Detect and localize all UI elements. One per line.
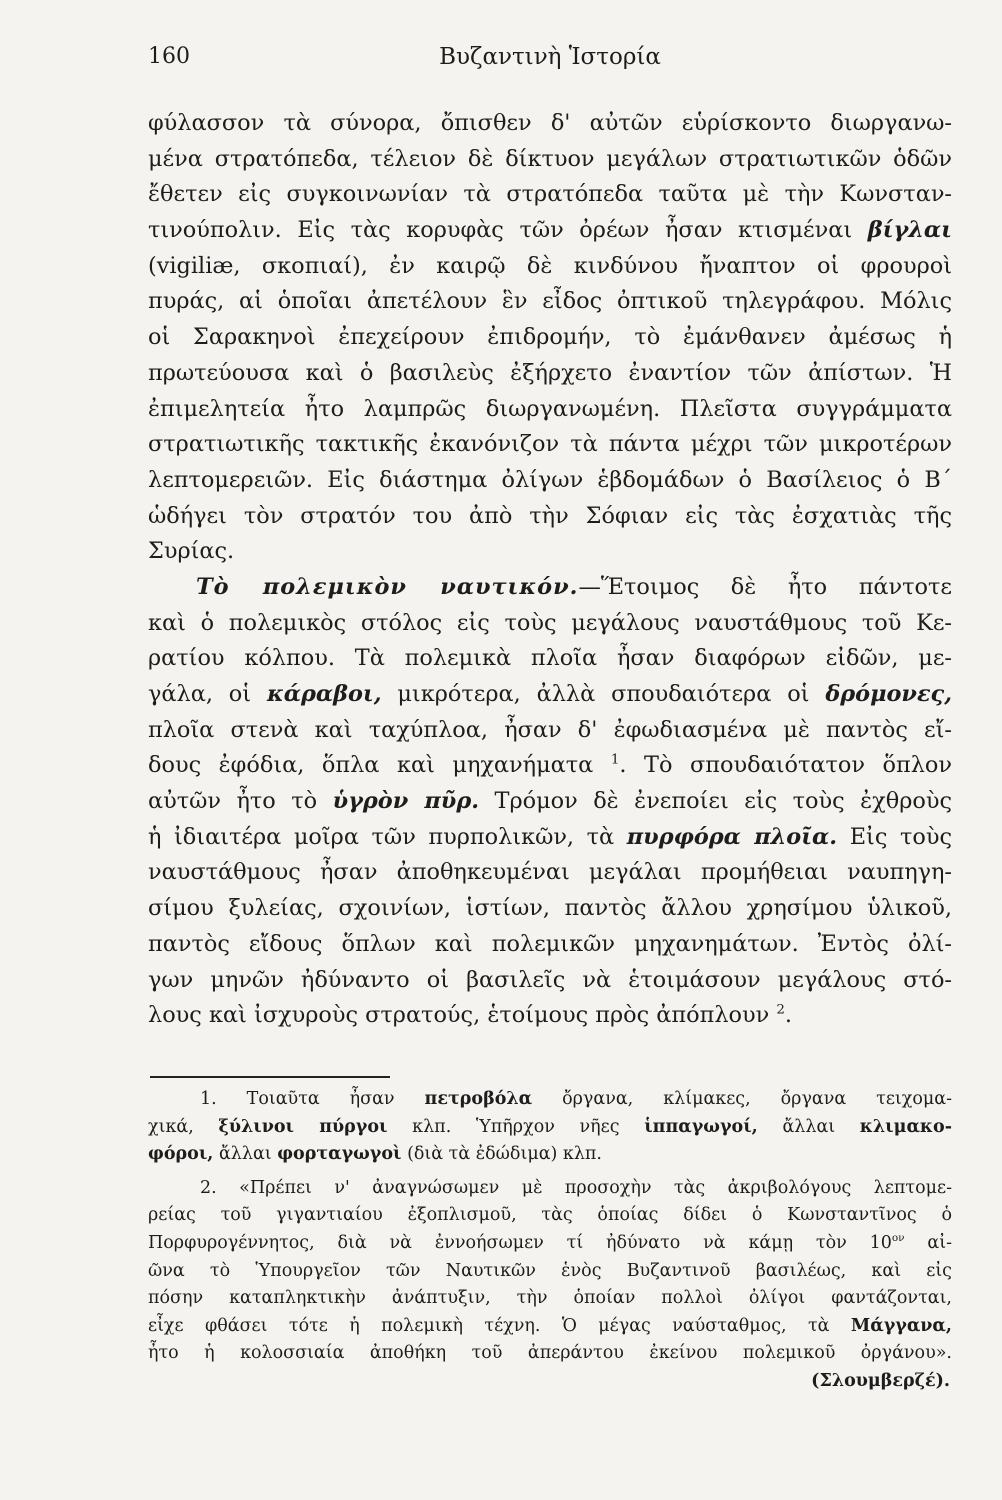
text-line: πυράς, αἱ ὁποῖαι ἀπετέλουν ἓν εἶδος ὀπτικοῦ τηλεγράφου. Μόλις <box>148 288 952 315</box>
footnote-separator <box>150 1076 390 1078</box>
page-number: 160 <box>148 44 190 69</box>
text-line: στρατιωτικῆς τακτικῆς ἐκανόνιζον τὰ πάντα μέχρι τῶν μικροτέρων <box>148 431 952 458</box>
text-run: ἄλλαι <box>757 1116 860 1137</box>
text-line: παντὸς εἴδους ὅπλων καὶ πολεμικῶν μηχανημάτων. Ἐντὸς ὀλί- <box>148 930 952 957</box>
text-run: αὐτῶν ἦτο τὸ <box>148 788 333 815</box>
bold-term: φορταγωγοὶ <box>277 1144 402 1165</box>
text-run: γάλα, οἱ <box>148 681 267 707</box>
text-line <box>148 213 952 249</box>
text-line: ναυστάθμους ἦσαν ἀποθηκευμέναι μεγάλαι προμήθειαι ναυπηγη- <box>148 859 952 886</box>
text-line: καὶ ὁ πολεμικὸς στόλος εἰς τοὺς μεγάλους ναυστάθμους τοῦ Κε- <box>148 609 952 636</box>
text-run: Εἰς τοὺς <box>837 823 952 850</box>
text-run: μικρότερα, ἀλλὰ σπουδαιότερα οἱ <box>381 681 826 707</box>
bold-term: Μάγγανα, <box>850 1315 952 1336</box>
text-run: . <box>784 1002 793 1029</box>
text-line: ὡδήγει τὸν στρατόν του ἀπὸ τὴν Σόφιαν εἰς τὰς ἐσχατιὰς τῆς <box>148 502 952 529</box>
text-line: πλοῖα στενὰ καὶ ταχύπλοα, ἦσαν δ' ἐφωδιασμένα μὲ παντὸς εἴ- <box>148 716 952 743</box>
text-run: τινούπολιν. Εἰς τὰς κορυφὰς τῶν ὀρέων ἦσαν κτισμέναι <box>148 217 868 244</box>
main-text <box>148 106 952 1034</box>
emphasis-term: ὑγρὸν πῦρ. <box>332 788 480 815</box>
section-heading: Τὸ πολεμικὸν ναυτικόν. <box>196 573 579 600</box>
text-line <box>148 820 952 856</box>
text-line <box>148 748 952 784</box>
footnote-line: 2. «Πρέπει ν' ἀναγνώσωμεν μὲ προσοχὴν τὰς ἀκριβολόγους λεπτομε- <box>200 1177 952 1198</box>
text-line <box>148 784 952 820</box>
emphasis-term: κάραβοι, <box>266 681 382 707</box>
footnote-line <box>148 1230 952 1258</box>
text-run: . Τὸ σπουδαιότατον ὅπλον <box>619 752 952 779</box>
footnote-marker: 1 <box>610 752 620 768</box>
text-line <box>148 677 952 713</box>
footnote-line <box>148 1086 952 1114</box>
footnote-line: πόσην καταπληκτικὴν ἀνάπτυξιν, τὴν ὁποίαν πολλοὶ ὀλίγοι φαντάζονται, <box>148 1288 952 1309</box>
text-line: μένα στρατόπεδα, τέλειον δὲ δίκτυον μεγάλων στρατιωτικῶν ὁδῶν <box>148 145 952 172</box>
text-line: ἔθετεν εἰς συγκοινωνίαν τὰ στρατόπεδα ταῦτα μὲ τὴν Κωνσταν- <box>148 181 952 208</box>
text-line: οἱ Σαρακηνοὶ ἐπεχείρουν ἐπιδρομήν, τὸ ἐμάνθανεν ἀμέσως ἡ <box>148 324 952 351</box>
footnotes <box>148 1086 952 1396</box>
running-title: Βυζαντινὴ Ἱστορία <box>439 44 661 70</box>
text-run: λους καὶ ἰσχυροὺς στρατούς, ἑτοίμους πρὸς ἀπόπλουν <box>148 1002 777 1029</box>
text-run: Πορφυρογέννητος, διὰ νὰ ἐννοήσωμεν τί ἠδύνατο νὰ κάμῃ τὸν 10 <box>148 1232 892 1253</box>
text-line: σίμου ξυλείας, σχοινίων, ἱστίων, παντὸς ἄλλου χρησίμου ὑλικοῦ, <box>148 895 952 922</box>
footnote-line: ἦτο ἡ κολοσσιαία ἀποθήκη τοῦ ἀπεράντου ἐκείνου πολεμικοῦ ὀργάνου». <box>148 1343 952 1364</box>
bold-term: φόροι, <box>148 1144 214 1165</box>
text-run: χικά, <box>148 1116 219 1137</box>
text-line <box>148 998 952 1034</box>
page-header <box>148 44 952 84</box>
text-line: (vigiliæ, σκοπιαί), ἐν καιρῷ δὲ κινδύνου ἤναπτον οἱ φρουροὶ <box>148 252 952 279</box>
emphasis-term: βίγλαι <box>867 217 952 244</box>
emphasis-term: δρόμονες, <box>825 681 952 707</box>
bold-term: πετροβόλα <box>424 1089 533 1109</box>
footnote-line <box>148 1114 952 1142</box>
text-line: πρωτεύουσα καὶ ὁ βασιλεὺς ἐξήρχετο ἐναντίον τῶν ἀπίστων. Ἡ <box>148 359 952 386</box>
ordinal-suffix: ον <box>891 1232 905 1245</box>
text-run: αἰ- <box>904 1232 952 1253</box>
emphasis-term: πυρφόρα πλοῖα. <box>626 823 838 850</box>
footnote-attribution: (Σλουμβερζέ). <box>811 1370 950 1391</box>
text-run: ἡ ἰδιαιτέρα μοῖρα τῶν πυρπολικῶν, τὰ <box>148 823 627 850</box>
text-run: 1. Τοιαῦτα ἦσαν <box>200 1089 425 1109</box>
bold-term: ἱππαγωγοί, <box>644 1116 758 1137</box>
text-run: κλπ. Ὑπῆρχον νῆες <box>387 1116 645 1137</box>
text-line: Συρίας. <box>148 538 235 565</box>
text-run: δους ἐφόδια, ὅπλα καὶ μηχανήματα <box>148 752 611 779</box>
text-run: Τρόμον δὲ ἐνεποίει εἰς τοὺς ἐχθροὺς <box>479 788 952 815</box>
text-run: εἶχε φθάσει τότε ἡ πολεμικὴ τέχνη. Ὁ μέγας ναύσταθμος, τὰ <box>148 1315 851 1336</box>
section-heading-line <box>148 570 952 606</box>
footnote-line: ρείας τοῦ γιγαντιαίου ἐξοπλισμοῦ, τὰς ὁποίας δίδει ὁ Κωνσταντῖνος ὁ <box>148 1205 952 1226</box>
text-line: ἐπιμελητεία ἦτο λαμπρῶς διωργανωμένη. Πλεῖστα συγγράμματα <box>148 395 952 422</box>
text-line: λεπτομερειῶν. Εἰς διάστημα ὀλίγων ἑβδομάδων ὁ Βασίλειος ὁ Β΄ <box>148 466 952 493</box>
text-line: ρατίου κόλπου. Τὰ πολεμικὰ πλοῖα ἦσαν διαφόρων εἰδῶν, με- <box>148 645 952 672</box>
footnote-marker: 2 <box>776 1002 785 1018</box>
text-run: ἄλλαι <box>213 1144 278 1165</box>
footnote-line <box>148 1141 952 1169</box>
text-run: (διὰ τὰ ἐδώδιμα) κλπ. <box>401 1144 602 1165</box>
text-run: —Ἕτοιμος δὲ ἦτο πάντοτε <box>578 573 953 600</box>
text-run: ὄργανα, κλίμακες, ὄργανα τειχομα- <box>532 1089 953 1109</box>
bold-term: κλιμακο- <box>859 1116 952 1137</box>
text-line: φύλασσον τὰ σύνορα, ὄπισθεν δ' αὐτῶν εὑρίσκοντο διωργανω- <box>148 110 952 136</box>
footnote-line <box>148 1313 952 1341</box>
text-line: γων μηνῶν ἠδύναντο οἱ βασιλεῖς νὰ ἑτοιμάσουν μεγάλους στό- <box>148 966 952 993</box>
bold-term: ξύλινοι πύργοι <box>218 1116 388 1137</box>
footnote-line: ῶνα τὸ Ὑπουργεῖον τῶν Ναυτικῶν ἑνὸς Βυζαντινοῦ βασιλέως, καὶ εἰς <box>148 1260 952 1281</box>
